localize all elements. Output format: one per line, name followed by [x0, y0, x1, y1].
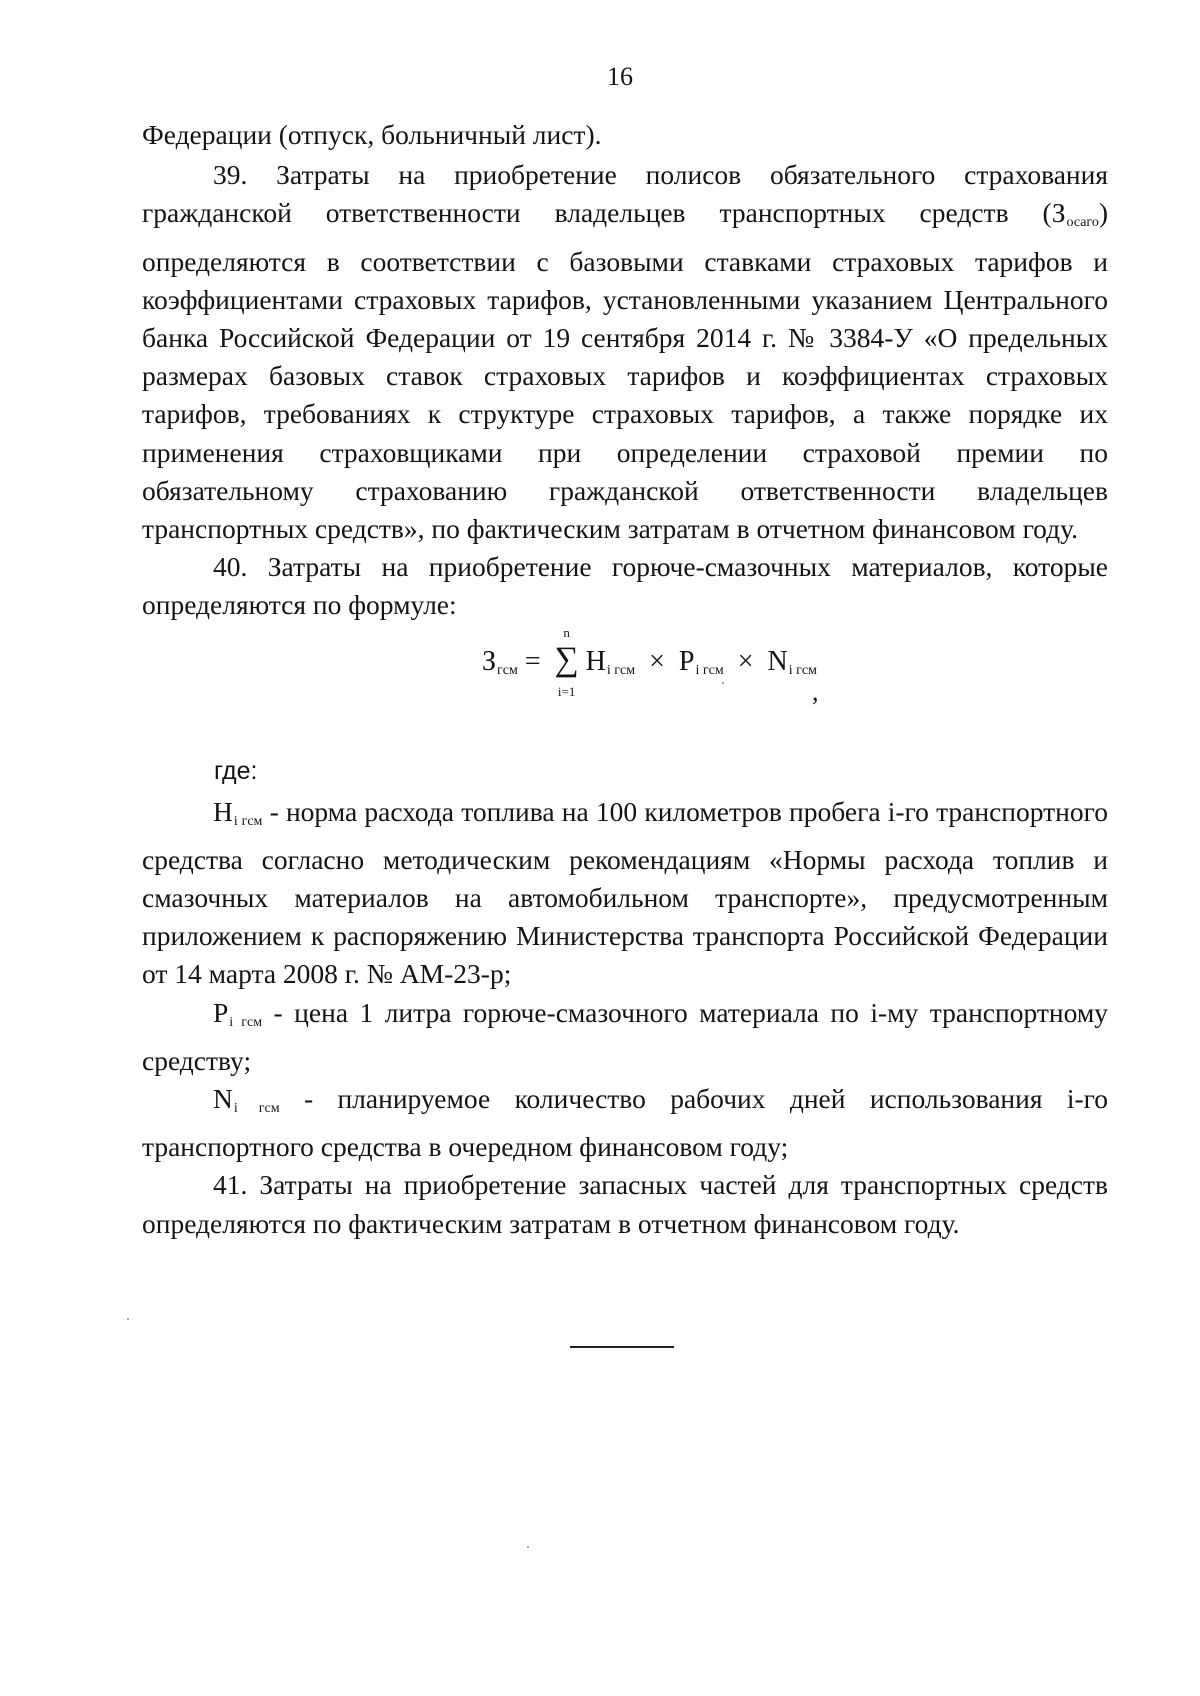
formula-times-2: ×	[737, 645, 754, 677]
scan-speck	[722, 682, 724, 684]
formula-n: N	[767, 645, 788, 677]
scan-speck	[527, 1546, 529, 1548]
definition-h	[142, 793, 1108, 994]
where-label: где:	[214, 756, 258, 785]
symbol-z-osago-subscript: осаго	[1066, 215, 1099, 231]
formula-h-subscript: i гсм	[606, 662, 636, 678]
definition-n-subscript: i гсм	[233, 1101, 280, 1117]
scan-speck	[127, 1318, 129, 1320]
symbol-z-osago: З	[1051, 197, 1066, 229]
definition-h-text: - норма расхода топлива на 100 километров пробега i-го транспортного средства согласно методическим рекомендациям «Нормы расхода топлив и смазочных материалов на автомобильном транспорте», предусмотренным приложением к распоряжению Министерства транспорта Российской Федерации от 14 марта 2008 г. № АМ-23-р;	[142, 795, 1108, 990]
paragraph-40: 40. Затраты на приобретение горюче-смазочных материалов, которые определяются по формуле:	[142, 551, 1108, 621]
formula-fuel-costs	[142, 624, 1108, 745]
definition-h-symbol: Н	[213, 795, 233, 827]
formula-lhs-subscript: гсм	[497, 662, 518, 678]
formula-times-1: ×	[649, 645, 665, 677]
summation-sign: ∑	[554, 640, 579, 678]
definition-n	[142, 1080, 1108, 1166]
formula-p-subscript: i гсм	[695, 662, 724, 678]
definition-n-symbol: N	[213, 1083, 233, 1115]
formula-equals: =	[524, 645, 541, 677]
document-body	[142, 116, 1108, 1243]
definition-p	[142, 994, 1108, 1080]
definition-h-subscript: i гсм	[233, 813, 263, 829]
definition-p-text: - цена 1 литра горюче-смазочного материала по i-му транспортному средству;	[142, 996, 1108, 1076]
formula-expression	[482, 624, 817, 699]
page-number: 16	[607, 62, 633, 91]
paragraph-39-before: 39. Затраты на приобретение полисов обязательного страхования гражданской ответственности владельцев транспортных средств (	[142, 159, 1108, 229]
summation-lower-limit: i=1	[557, 683, 576, 699]
paragraph-41: 41. Затраты на приобретение запасных частей для транспортных средств определяются по фактическим затратам в отчетном финансовом году.	[142, 1169, 1108, 1239]
formula-comma: ,	[812, 676, 819, 706]
end-of-document-rule	[570, 1346, 674, 1348]
summation-upper-limit: n	[563, 624, 570, 640]
formula-n-subscript: i гсм	[788, 662, 817, 678]
paragraph-39-after: ) определяются в соответствии с базовыми ставками страховых тарифов и коэффициентами страховых тарифов, установленными указанием Центрального банка Российской Федерации от 19 сентября 2014 г. № 3384-У «О предельных размерах базовых ставок страховых тарифов и коэффициентах страховых тарифов, требованиях к структуре страховых тарифов, а также порядке их применения страховщиками при определении страховой премии по обязательному страхованию гражданской ответственности владельцев транспортных средств», по фактическим затратам в отчетном финансовом году.	[142, 197, 1108, 545]
formula-lhs: З	[482, 645, 497, 677]
definition-p-subscript: i гсм	[229, 1014, 263, 1030]
paragraph-continuation: Федерации (отпуск, больничный лист).	[142, 119, 602, 150]
formula-h: Н	[585, 645, 606, 677]
paragraph-39	[142, 156, 1108, 548]
formula-p: Р	[678, 645, 695, 677]
definition-n-text: - планируемое количество рабочих дней использования i-го транспортного средства в очередном финансовом году;	[142, 1083, 1108, 1163]
definition-p-symbol: Р	[213, 996, 229, 1028]
formula-summation	[550, 624, 584, 699]
